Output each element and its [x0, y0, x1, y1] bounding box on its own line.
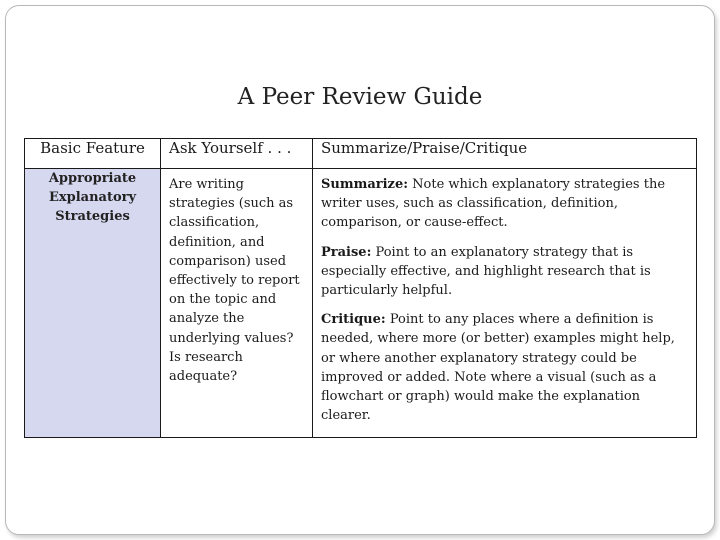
header-basic-feature: Basic Feature [25, 139, 161, 169]
critique-block [321, 310, 690, 425]
slide-title: A Peer Review Guide [237, 84, 483, 110]
header-ask-yourself: Ask Yourself . . . [161, 139, 313, 169]
summarize-block [321, 175, 690, 233]
feature-line: Explanatory [48, 190, 137, 205]
feature-line: Appropriate [48, 171, 137, 186]
critique-label: Critique: [321, 312, 386, 328]
critique-text: Point to any places where a definition is needed, where more (or better) examples might help, or where another explanatory strategy could be improved or added. Note where a visual (such as a flowchart or graph) would make the explanation clearer. [321, 312, 675, 424]
header-summarize-praise-critique: Summarize/Praise/Critique [313, 139, 697, 169]
ask-yourself-cell: Are writing strategies (such as classification, definition, and comparison) used effectively to report on the topic and analyze the underlying values? Is research adequate? [161, 169, 313, 438]
praise-label: Praise: [321, 244, 372, 260]
summary-cell [313, 169, 697, 438]
feature-line: Strategies [55, 209, 130, 224]
feature-cell [25, 169, 161, 438]
table-header-row [25, 139, 697, 169]
table-row [25, 169, 697, 438]
praise-text: Point to an explanatory strategy that is especially effective, and highlight research that is particularly helpful. [321, 244, 651, 299]
praise-block [321, 243, 690, 301]
summarize-text: Note which explanatory strategies the writer uses, such as classification, definition, comparison, or cause-effect. [321, 177, 666, 231]
summarize-label: Summarize: [321, 177, 409, 192]
peer-review-table [24, 138, 697, 438]
